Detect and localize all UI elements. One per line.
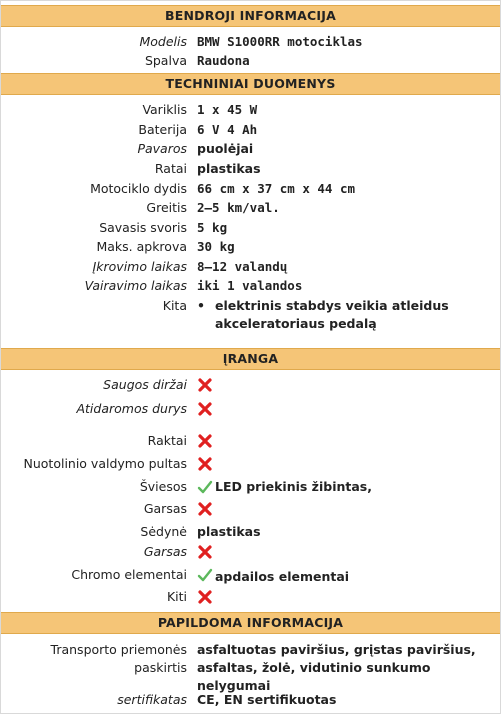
weight-label: Savasis svoris xyxy=(99,220,187,235)
check-icon xyxy=(197,479,213,495)
cross-icon xyxy=(197,544,213,560)
section-header-general: BENDROJI INFORMACIJA xyxy=(1,5,500,27)
other-equipment-label: Kiti xyxy=(166,589,187,604)
battery-label: Baterija xyxy=(138,122,187,137)
certificate-value: CE, EN sertifikuotas xyxy=(197,692,337,707)
bullet-icon: • xyxy=(197,298,205,313)
drive-time-label: Vairavimo laikas xyxy=(84,278,187,293)
lights-label: Šviesos xyxy=(139,479,187,494)
maxload-value: 30 kg xyxy=(197,239,235,254)
keys-label: Raktai xyxy=(147,433,187,448)
wheels-label: Ratai xyxy=(154,161,187,176)
drive-time-value: iki 1 valandos xyxy=(197,278,303,293)
speed-value: 2–5 km/val. xyxy=(197,200,280,215)
seat-value: plastikas xyxy=(197,524,261,539)
model-label: Modelis xyxy=(139,34,187,49)
cross-icon xyxy=(197,589,213,605)
gears-value: puolėjai xyxy=(197,141,254,156)
check-icon xyxy=(197,567,213,583)
cross-icon xyxy=(197,501,213,517)
color-label: Spalva xyxy=(144,53,187,68)
gears-label: Pavaros xyxy=(137,141,187,156)
sound-label: Garsas xyxy=(143,501,187,516)
chrome-label: Chromo elementai xyxy=(71,567,187,582)
cross-icon xyxy=(197,401,213,417)
charge-time-label: Įkrovimo laikas xyxy=(92,259,187,274)
remote-label: Nuotolinio valdymo pultas xyxy=(23,456,187,471)
engine-value: 1 x 45 W xyxy=(197,102,258,117)
doors-label: Atidaromos durys xyxy=(76,401,187,416)
weight-value: 5 kg xyxy=(197,220,228,235)
transport-label: Transporto priemonės paskirtis xyxy=(50,642,187,675)
speed-label: Greitis xyxy=(146,200,187,215)
seatbelts-label: Saugos diržai xyxy=(103,377,187,392)
certificate-label: sertifikatas xyxy=(117,692,187,707)
other-label: Kita xyxy=(162,298,187,313)
model-value: BMW S1000RR motociklas xyxy=(197,34,363,49)
chrome-value: apdailos elementai xyxy=(215,569,350,584)
cross-icon xyxy=(197,433,213,449)
section-header-equipment: ĮRANGA xyxy=(1,348,500,370)
size-label: Motociklo dydis xyxy=(90,181,187,196)
transport-value: asfaltuotas paviršius, grįstas paviršius, asfaltas, žolė, vidutinio sunkumo nelygumai xyxy=(197,642,476,693)
charge-time-value: 8–12 valandų xyxy=(197,259,288,274)
sound-2-label: Garsas xyxy=(143,544,187,559)
engine-label: Variklis xyxy=(142,102,187,117)
cross-icon xyxy=(197,456,213,472)
color-value: Raudona xyxy=(197,53,250,68)
maxload-label: Maks. apkrova xyxy=(96,239,187,254)
section-header-technical: TECHNINIAI DUOMENYS xyxy=(1,73,500,95)
other-value-item xyxy=(197,297,482,333)
other-value-text: elektrinis stabdys veikia atleidus akceleratoriaus pedalą xyxy=(215,298,449,331)
section-header-additional: PAPILDOMA INFORMACIJA xyxy=(1,612,500,634)
wheels-value: plastikas xyxy=(197,161,261,176)
size-value: 66 cm x 37 cm x 44 cm xyxy=(197,181,356,196)
cross-icon xyxy=(197,377,213,393)
seat-label: Sėdynė xyxy=(140,524,187,539)
lights-value: LED priekinis žibintas, xyxy=(215,479,372,494)
battery-value: 6 V 4 Ah xyxy=(197,122,258,137)
